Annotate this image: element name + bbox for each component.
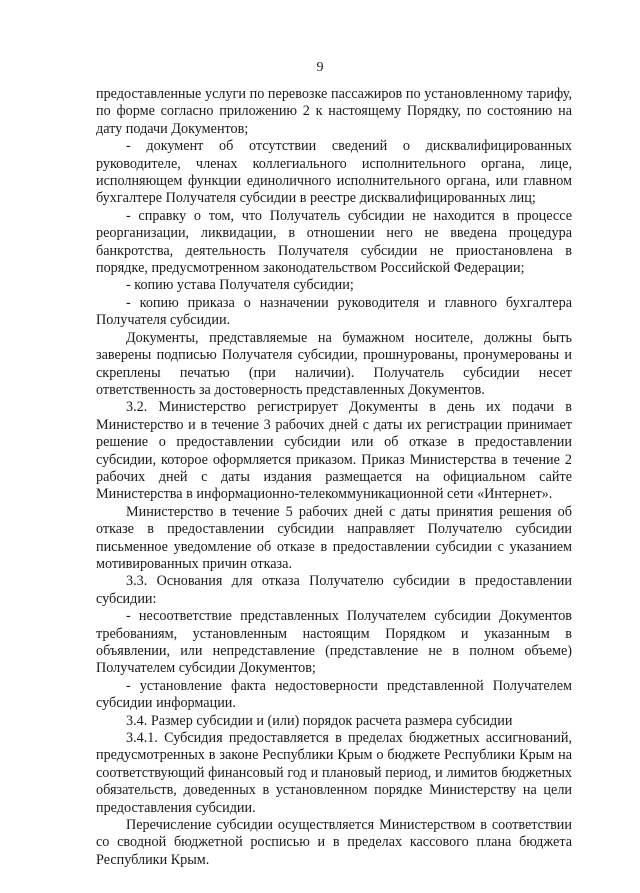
paragraph: - копию приказа о назначении руководителя и главного бухгалтера Получателя субсидии.: [96, 294, 572, 329]
paragraph: предоставленные услуги по перевозке пассажиров по установленному тарифу, по форме согласно приложению 2 к настоящему Порядку, по состоянию на дату подачи Документов;: [96, 86, 572, 137]
paragraph: 3.2. Министерство регистрирует Документы в день их подачи в Министерство и в течение 3 рабочих дней с даты их регистрации принимает решение о предоставлении субсидии или об отказе в предоставлении субсидии, которое оформляется приказом. Приказ Министерства в течение 2 рабочих дней с даты издания размещается на официальном сайте Министерства в информационно-телекоммуникационной сети «Интернет».: [96, 399, 572, 503]
paragraph: 3.4.1. Субсидия предоставляется в пределах бюджетных ассигнований, предусмотренных в законе Республики Крым о бюджете Республики Крым на соответствующий финансовый год и плановый период, и лимитов бюджетных обязательств, доведенных в установленном порядке Министерству на цели предоставления субсидии.: [96, 730, 572, 816]
page-number: 9: [316, 60, 324, 75]
paragraph: - документ об отсутствии сведений о дисквалифицированных руководителе, членах коллегиального исполнительного органа, лице, исполняющем функции единоличного исполнительного органа, или главном бухгалтере Получателя субсидии в реестре дисквалифицированных лиц;: [96, 138, 572, 207]
paragraph: - копию устава Получателя субсидии;: [126, 277, 354, 294]
paragraph: Министерство в течение 5 рабочих дней с даты принятия решения об отказе в предоставлении субсидии направляет Получателю субсидии письменное уведомление об отказе в предоставлении субсидии с указанием мотивированных причин отказа.: [96, 503, 572, 572]
paragraph: Документы, представляемые на бумажном носителе, должны быть заверены подписью Получателя субсидии, прошнурованы, пронумерованы и скреплены печатью (при наличии). Получатель субсидии несет ответственность за достоверность представленных Документов.: [96, 329, 572, 398]
paragraph: 3.3. Основания для отказа Получателю субсидии в предоставлении субсидии:: [96, 573, 572, 607]
paragraph: - несоответствие представленных Получателем субсидии Документов требованиям, установленным настоящим Порядком и указанным в объявлении, или непредставление (представление не в полном объеме) Получателем субсидии Документов;: [96, 608, 572, 677]
paragraph: - справку о том, что Получатель субсидии не находится в процессе реорганизации, ликвидации, в отношении него не введена процедура банкротства, деятельность Получателя субсидии не приостановлена в порядке, предусмотренном законодательством Российской Федерации;: [96, 207, 572, 277]
paragraph: Перечисление субсидии осуществляется Министерством в соответствии со сводной бюджетной росписью и в пределах кассового плана бюджета Республики Крым.: [96, 817, 572, 868]
paragraph: 3.4. Размер субсидии и (или) порядок расчета размера субсидии: [126, 712, 513, 729]
document-body: [96, 86, 572, 869]
paragraph: - установление факта недостоверности представленной Получателем субсидии информации.: [96, 677, 572, 712]
